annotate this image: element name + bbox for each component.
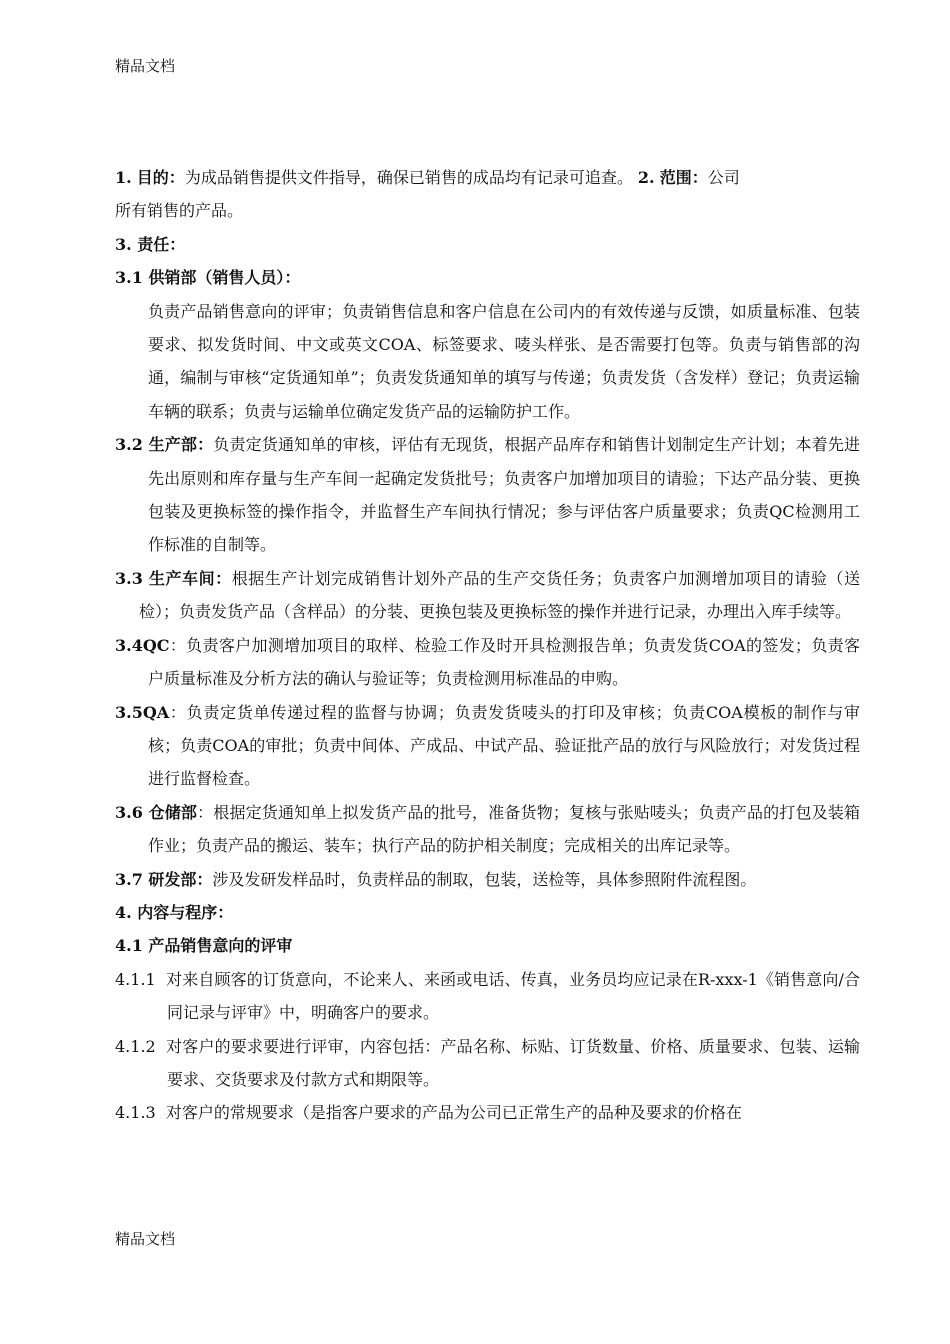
section-3-4-text: ：负责客户加测增加项目的取样、检验工作及时开具检测报告单；负责发货COA的签发；负责客户质量标准及分析方法的确认与验证等；负责检测用标准品的申购。 bbox=[148, 635, 860, 689]
section-4-1-3-number: 4.1.3 bbox=[115, 1103, 156, 1123]
section-4-1-3-text: 对客户的常规要求（是指客户要求的产品为公司已正常生产的品种及要求的价格在 bbox=[165, 1103, 742, 1123]
section-3-4 bbox=[115, 629, 860, 696]
section-3-5-text: ：负责定货单传递过程的监督与协调；负责发货唛头的打印及审核；负责COA模板的制作与审核；负责COA的审批；负责中间体、产成品、中试产品、验证批产品的放行与风险放行；对发货过程进行监督检查。 bbox=[148, 702, 860, 789]
section-4-1-2-number: 4.1.2 bbox=[115, 1036, 156, 1056]
section-3-6 bbox=[115, 796, 860, 863]
section-3-5-title: 3.5QA bbox=[115, 702, 170, 722]
section-3-2-text: 负责定货通知单的审核，评估有无现货，根据产品库存和销售计划制定生产计划；本着先进先出原则和库存量与生产车间一起确定发货批号；负责客户加增加项目的请验；下达产品分装、更换包装及更换标签的操作指令，并监督生产车间执行情况；参与评估客户质量要求；负责QC检测用工作标准的自制等。 bbox=[148, 435, 860, 555]
section-3-3-text: 根据生产计划完成销售计划外产品的生产交货任务；负责客户加测增加项目的请验（送检）；负责发货产品（含样品）的分装、更换包装及更换标签的操作并进行记录，办理出入库手续等。 bbox=[139, 568, 860, 622]
section-2-title: 范围： bbox=[659, 168, 708, 187]
page-footer: 精品文档 bbox=[115, 1230, 176, 1248]
section-4-1-1-text-b: 《销售意向/合同记录与评审》中，明确客户的要求。 bbox=[167, 969, 860, 1023]
section-2-number: 2. bbox=[637, 168, 655, 187]
section-3-7-text: 涉及发研发样品时，负责样品的制取，包装，送检等，具体参照附件流程图。 bbox=[212, 869, 757, 889]
section-3-5 bbox=[115, 696, 860, 796]
section-4-1-2-text: 对客户的要求要进行评审，内容包括：产品名称、标贴、订货数量、价格、质量要求、包装、运输要求、交货要求及付款方式和期限等。 bbox=[166, 1036, 860, 1089]
section-2-text-b: 所有销售的产品。 bbox=[115, 201, 244, 221]
section-4-1-heading: 4.1 产品销售意向的评审 bbox=[115, 936, 293, 956]
section-4-1-3 bbox=[115, 1096, 860, 1129]
section-3-6-text: ：根据定货通知单上拟发货产品的批号，准备货物；复核与张贴唛头；负责产品的打包及装箱作业；负责产品的搬运、装车；执行产品的防护相关制度；完成相关的出库记录等。 bbox=[148, 802, 860, 856]
section-3-3 bbox=[115, 562, 860, 629]
section-1-2 bbox=[115, 161, 860, 228]
section-1-number: 1. bbox=[115, 168, 132, 187]
page-header: 精品文档 bbox=[115, 57, 176, 75]
section-4-1-1-text-a: 对来自顾客的订货意向，不论来人、来函或电话、传真，业务员均应记录在 bbox=[166, 969, 698, 989]
section-4-1-1 bbox=[115, 963, 860, 1030]
section-1-text: 为成品销售提供文件指导，确保已销售的成品均有记录可追查。 bbox=[184, 168, 633, 187]
section-4-heading: 4. 内容与程序： bbox=[115, 902, 234, 922]
section-2-text-a: 公司 bbox=[707, 168, 740, 187]
section-3-4-title: 3.4QC bbox=[115, 635, 170, 655]
section-3-2-title: 3.2 生产部： bbox=[115, 435, 214, 455]
section-4-1-1-code: R-xxx-1 bbox=[697, 969, 758, 989]
section-3-2 bbox=[115, 428, 860, 562]
section-1-title: 目的： bbox=[136, 168, 185, 187]
section-3-1-text: 负责产品销售意向的评审；负责销售信息和客户信息在公司内的有效传递与反馈，如质量标准、包装要求、拟发货时间、中文或英文COA、标签要求、唛头样张、是否需要打包等。负责与销售部的沟通，编制与审核“定货通知单”；负责发货通知单的填写与传递；负责发货（含发样）登记；负责运输车辆的联系；负责与运输单位确定发货产品的运输防护工作。 bbox=[148, 301, 860, 421]
section-4-1-2 bbox=[115, 1030, 860, 1097]
document-body bbox=[115, 161, 860, 1130]
section-3-heading: 3. 责任： bbox=[115, 234, 186, 254]
section-3-6-title: 3.6 仓储部 bbox=[115, 802, 198, 822]
section-3-3-title: 3.3 生产车间： bbox=[115, 568, 232, 588]
section-3-1-heading: 3.1 供销部（销售人员）： bbox=[115, 268, 301, 288]
section-3-7 bbox=[115, 863, 860, 896]
section-4-1-1-number: 4.1.1 bbox=[115, 969, 156, 989]
section-3-7-title: 3.7 研发部： bbox=[115, 869, 213, 889]
